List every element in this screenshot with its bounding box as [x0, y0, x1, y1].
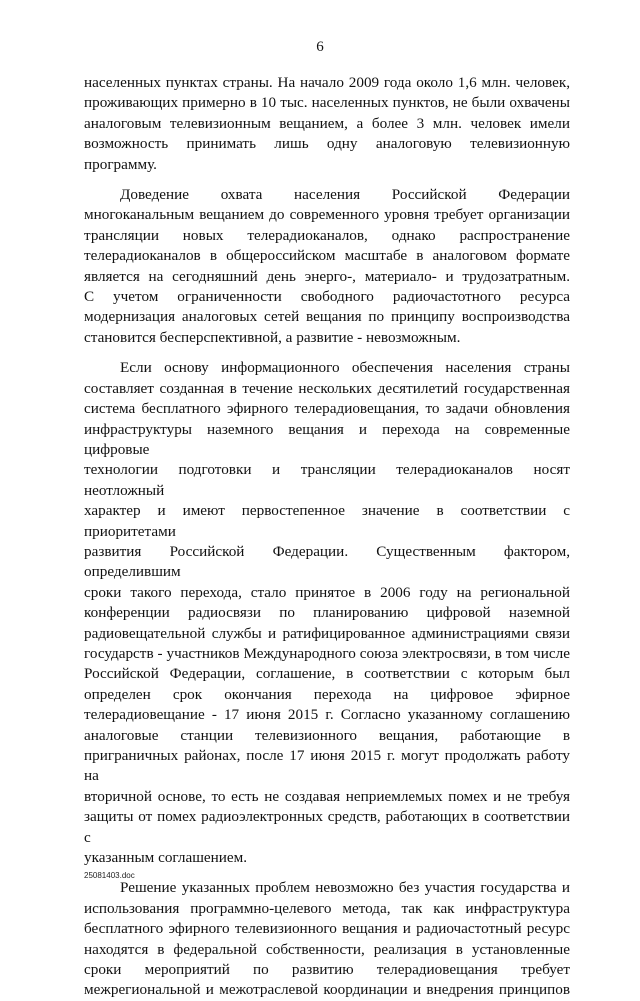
text-line: использования программно-целевого метода, так как инфраструктура [84, 899, 570, 917]
text-line: бесплатного эфирного телевизионного вещания и радиочастотный ресурс [84, 920, 570, 938]
text-line: радиовещательной службы и ратифицированное администрациями связи [84, 624, 570, 642]
text-line: Доведение охвата населения Российской Федерации [120, 186, 570, 204]
text-line: аналоговые станции телевизионного вещания, работающие в [84, 726, 570, 744]
text-line: многоканальным вещанием до современного уровня требует организации [84, 206, 570, 224]
text-line: межрегиональной и межотраслевой координации и внедрения принципов [84, 981, 570, 999]
text-line: конференции радиосвязи по планированию цифровой наземной [84, 604, 570, 622]
text-line: Российской Федерации, соглашение, в соответствии с которым был [84, 665, 570, 683]
text-line: защиты от помех радиоэлектронных средств, работающих в соответствии с [84, 808, 570, 846]
text-line: является на сегодняшний день энерго-, материало- и трудозатратным. [84, 267, 570, 285]
text-line: программу. [84, 155, 157, 173]
text-line: указанным соглашением. [84, 849, 248, 867]
text-line: определен срок окончания перехода на цифровое эфирное [84, 685, 570, 703]
footer-filename: 25081403.doc [84, 871, 135, 880]
paragraph-4 [84, 878, 570, 1000]
text-line: аналоговым телевизионным вещанием, а более 3 млн. человек имели [84, 114, 570, 132]
text-line: государств - участников Международного союза электросвязи, в том числе [84, 644, 570, 662]
text-line: С учетом ограниченности свободного радиочастотного ресурса [84, 288, 570, 306]
text-line: проживающих примерно в 10 тыс. населенных пунктов, не были охвачены [84, 94, 570, 112]
paragraph-3 [84, 358, 570, 868]
text-line: телерадиоканалов в общероссийском масштабе в аналоговом формате [84, 247, 570, 265]
paragraph-1 [84, 73, 570, 175]
text-line: телерадиовещание - 17 июня 2015 г. Согласно указанному соглашению [84, 706, 570, 724]
text-line: приграничных районах, после 17 июня 2015 г. могут продолжать работу на [84, 747, 570, 785]
text-line: трансляции новых телерадиоканалов, однако распространение [84, 226, 570, 244]
text-line: Решение указанных проблем невозможно без участия государства и [120, 879, 570, 897]
text-line: становится бесперспективной, а развитие - невозможным. [84, 328, 461, 346]
text-line: система бесплатного эфирного телерадиовещания, то задачи обновления [84, 400, 570, 418]
text-line: технологии подготовки и трансляции телерадиоканалов носят неотложный [84, 461, 570, 499]
text-line: развития Российской Федерации. Существенным фактором, определившим [84, 542, 570, 581]
text-line: возможность принимать лишь одну аналоговую телевизионную [84, 135, 570, 153]
page-number: 6 [316, 39, 324, 55]
text-line: характер и имеют первостепенное значение в соответствии с приоритетами [84, 502, 570, 540]
text-line: сроки мероприятий по развитию телерадиовещания требует [84, 961, 570, 979]
text-line: находятся в федеральной собственности, реализация в установленные [84, 940, 570, 958]
text-line: вторичной основе, то есть не создавая неприемлемых помех и не требуя [84, 787, 570, 805]
text-line: сроки такого перехода, стало принятое в 2006 году на региональной [84, 583, 570, 601]
text-line: инфраструктуры наземного вещания и перехода на современные цифровые [84, 420, 570, 458]
text-line: составляет созданная в течение нескольких десятилетий государственная [84, 379, 570, 397]
text-line: модернизация аналоговых сетей вещания по принципу воспроизводства [84, 308, 570, 326]
paragraph-2 [84, 185, 570, 348]
text-line: Если основу информационного обеспечения населения страны [120, 359, 570, 377]
document-body [84, 73, 570, 1001]
text-line: населенных пунктах страны. На начало 2009 года около 1,6 млн. человек, [84, 74, 570, 91]
